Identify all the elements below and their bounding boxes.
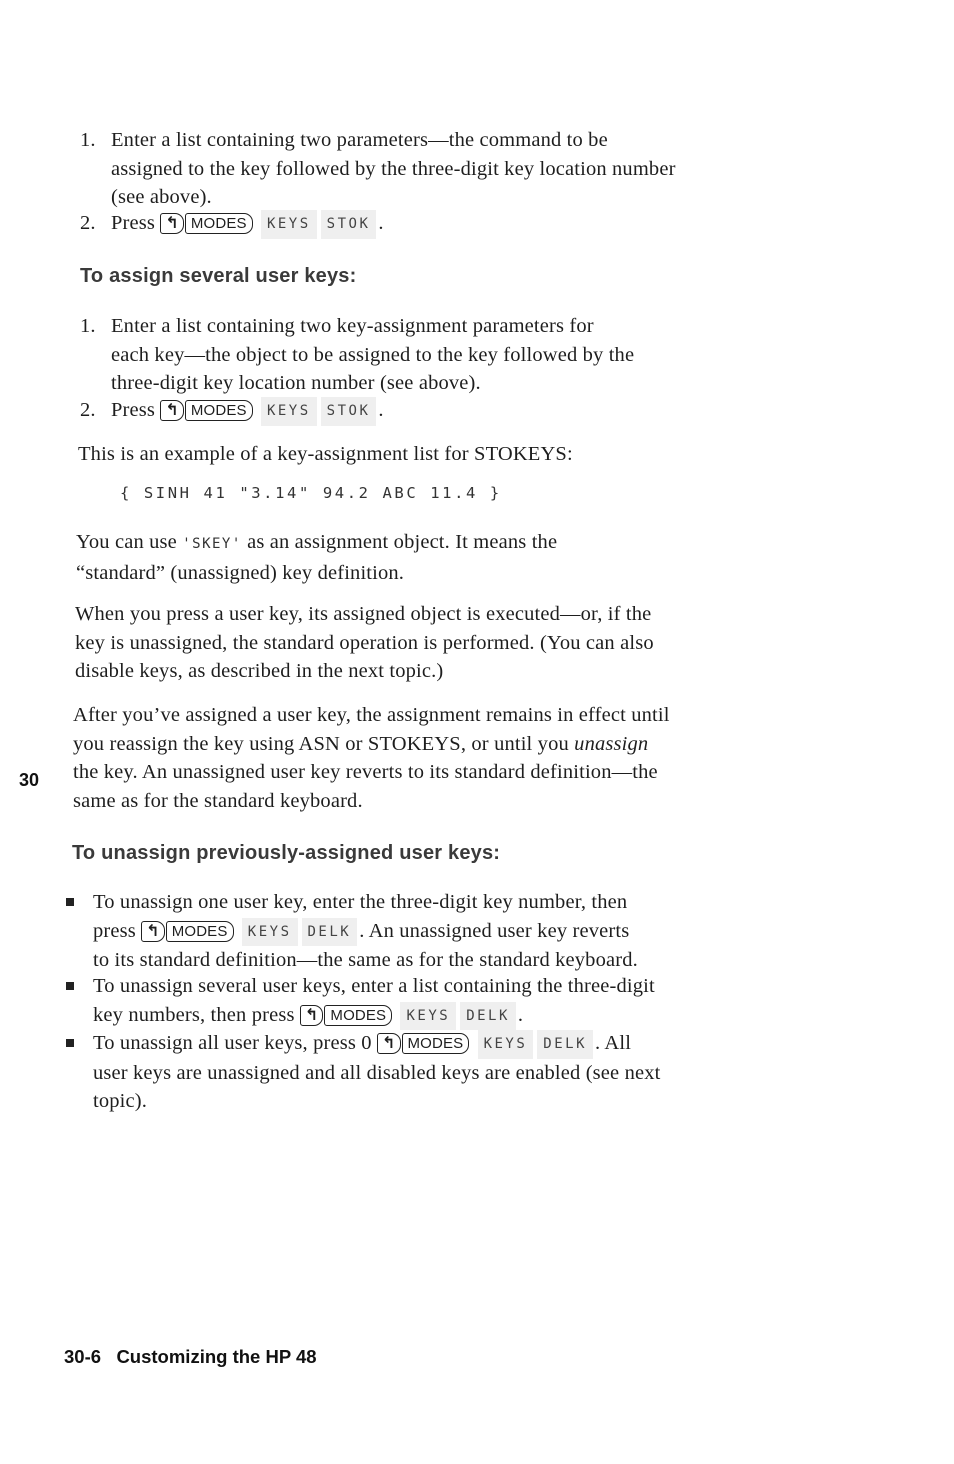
text-line: to its standard definition—the same as for the standard keyboard.: [93, 949, 638, 971]
text-line: same as for the standard keyboard.: [73, 789, 363, 812]
keys-softkey: KEYS: [261, 210, 317, 239]
delk-softkey: DELK: [302, 918, 358, 947]
bullet-item: [66, 888, 906, 975]
keys-softkey: KEYS: [261, 397, 317, 426]
step-text-line: Enter a list containing two parameters—the command to be: [111, 129, 608, 151]
skey-paragraph: [76, 528, 896, 587]
press-text: Press: [111, 212, 156, 234]
section-heading: To assign several user keys:: [80, 265, 357, 287]
step-text-line: each key—the object to be assigned to the key followed by the: [111, 343, 635, 366]
left-shift-key: ↰: [160, 213, 184, 234]
press-paragraph: [75, 600, 905, 686]
bullet-icon: [66, 1039, 74, 1047]
step-number: 1.: [80, 315, 96, 337]
text-line: To unassign several user keys, enter a list containing the three-digit: [93, 975, 655, 997]
text: You can use: [76, 531, 177, 553]
step-several-2: [80, 396, 880, 426]
modes-key: MODES: [324, 1005, 392, 1026]
period: .: [378, 212, 384, 234]
text-line: user keys are unassigned and all disabled keys are enabled (see next: [93, 1061, 661, 1084]
stok-softkey: STOK: [321, 210, 377, 239]
bullet-item: [66, 972, 906, 1030]
bullet-item: [66, 1029, 906, 1116]
left-shift-key: ↰: [377, 1033, 401, 1054]
text: . All: [595, 1032, 632, 1054]
step-text-line: assigned to the key followed by the three-digit key location number: [111, 157, 676, 180]
text-line: topic).: [93, 1090, 147, 1112]
text-line: “standard” (unassigned) key definition.: [76, 561, 405, 584]
left-shift-key: ↰: [141, 921, 165, 942]
section-heading: To unassign previously-assigned user keys:: [72, 842, 501, 864]
text-line: disable keys, as described in the next topic.): [75, 660, 444, 682]
keys-softkey: KEYS: [400, 1002, 456, 1031]
after-paragraph: [73, 701, 913, 815]
modes-key: MODES: [185, 213, 253, 234]
step-number: 2.: [80, 212, 96, 234]
text: key numbers, then press: [93, 1003, 295, 1026]
chapter-marker: 30: [19, 770, 40, 790]
keys-softkey: KEYS: [242, 918, 298, 947]
step-several-1: [80, 312, 880, 398]
modes-key: MODES: [185, 400, 253, 421]
step-single-1: [80, 126, 880, 212]
text: as an assignment object. It means the: [247, 531, 558, 553]
step-number: 2.: [80, 399, 96, 421]
page-footer: 30-6 Customizing the HP 48: [64, 1346, 317, 1367]
delk-softkey: DELK: [460, 1002, 516, 1031]
stok-softkey: STOK: [321, 397, 377, 426]
step-text-line: Enter a list containing two key-assignment parameters for: [111, 315, 594, 337]
step-text-line: three-digit key location number (see above).: [111, 372, 481, 394]
period: .: [378, 399, 384, 421]
text-line: To unassign one user key, enter the three-digit key number, then: [93, 891, 628, 913]
press-text: Press: [111, 399, 156, 421]
left-shift-key: ↰: [160, 400, 184, 421]
text: you reassign the key using ASN or STOKEYS, or until you: [73, 732, 569, 755]
bullet-icon: [66, 982, 74, 990]
example-intro: This is an example of a key-assignment list for STOKEYS:: [78, 443, 573, 465]
step-single-2: [80, 209, 880, 239]
skey-code: 'SKEY': [182, 536, 242, 552]
text-line: When you press a user key, its assigned object is executed—or, if the: [75, 603, 652, 625]
text-line: key is unassigned, the standard operation is performed. (You can also: [75, 631, 654, 654]
step-number: 1.: [80, 129, 96, 151]
text: .: [517, 1003, 524, 1026]
step-text-line: (see above).: [111, 186, 212, 208]
modes-key: MODES: [166, 921, 234, 942]
keys-softkey: KEYS: [478, 1030, 534, 1059]
left-shift-key: ↰: [300, 1005, 324, 1026]
text-line: the key. An unassigned user key reverts to its standard definition—the: [73, 761, 658, 783]
text: press: [93, 919, 136, 942]
modes-key: MODES: [402, 1033, 470, 1054]
delk-softkey: DELK: [537, 1030, 593, 1059]
text-line: After you’ve assigned a user key, the assignment remains in effect until: [73, 704, 670, 726]
text: To unassign all user keys, press 0: [93, 1032, 372, 1054]
example-code: { SINH 41 "3.14" 94.2 ABC 11.4 }: [120, 484, 502, 502]
text: . An unassigned user key reverts: [359, 919, 630, 942]
bullet-icon: [66, 898, 74, 906]
emphasis-text: unassign: [574, 732, 649, 755]
